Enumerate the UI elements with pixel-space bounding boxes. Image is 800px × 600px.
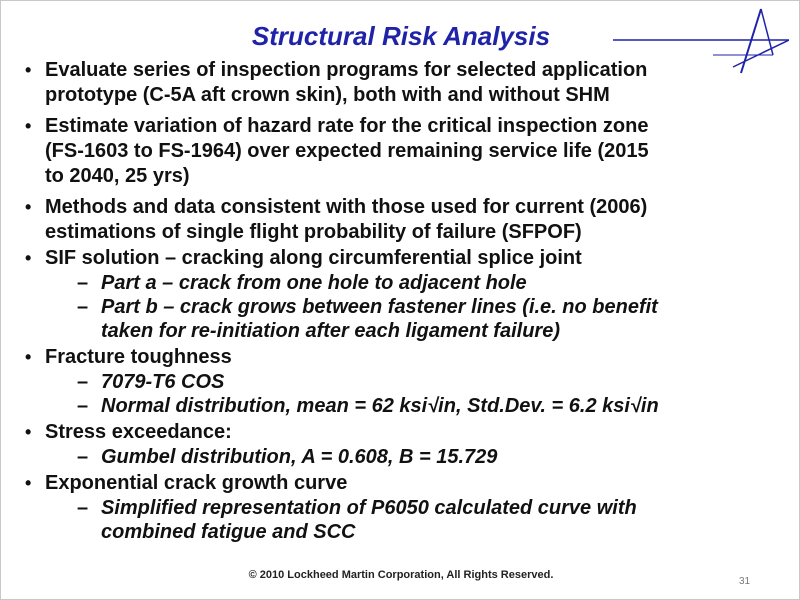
dash-marker: – bbox=[77, 296, 89, 318]
sub-bullet-text: Simplified representation of P6050 calculated curve with bbox=[101, 497, 637, 519]
sub-bullet-line bbox=[19, 445, 789, 469]
sub-bullet-line bbox=[19, 496, 789, 520]
bullet-text: Evaluate series of inspection programs for selected application bbox=[45, 59, 648, 81]
bullet-text: Stress exceedance: bbox=[45, 421, 232, 443]
bullet-line bbox=[19, 420, 789, 444]
dash-marker: – bbox=[77, 497, 89, 519]
bullet-marker: • bbox=[25, 248, 32, 268]
sub-bullet-text: combined fatigue and SCC bbox=[101, 521, 356, 543]
bullet-marker: • bbox=[25, 347, 32, 367]
bullet-text: Exponential crack growth curve bbox=[45, 472, 348, 494]
sub-bullet-text: 7079-T6 COS bbox=[101, 371, 225, 393]
bullet-line bbox=[19, 139, 789, 163]
sub-bullet-line bbox=[19, 319, 789, 343]
dash-marker: – bbox=[77, 446, 89, 468]
bullet-marker: • bbox=[25, 197, 32, 217]
sub-bullet-text: Part a – crack from one hole to adjacent hole bbox=[101, 272, 527, 294]
sub-bullet-text: Gumbel distribution, A = 0.608, B = 15.729 bbox=[101, 446, 498, 468]
bullet-text: Methods and data consistent with those used for current (2006) bbox=[45, 196, 648, 218]
sub-bullet-line bbox=[19, 370, 789, 394]
bullet-line bbox=[19, 246, 789, 270]
copyright-footer: © 2010 Lockheed Martin Corporation, All Rights Reserved. bbox=[248, 569, 554, 581]
sub-bullet-line bbox=[19, 271, 789, 295]
sub-bullet-line bbox=[19, 520, 789, 544]
bullet-line bbox=[19, 220, 789, 244]
bullet-text: Fracture toughness bbox=[45, 346, 232, 368]
sub-bullet-text: Part b – crack grows between fastener lines (i.e. no benefit bbox=[101, 296, 658, 318]
bullet-line bbox=[19, 83, 789, 107]
bullet-text: to 2040, 25 yrs) bbox=[45, 165, 190, 187]
sub-bullet-text: Normal distribution, mean = 62 ksi√in, Std.Dev. = 6.2 ksi√in bbox=[101, 395, 659, 417]
bullet-text: estimations of single flight probability of failure (SFPOF) bbox=[45, 221, 582, 243]
bullet-marker: • bbox=[25, 422, 32, 442]
bullet-line bbox=[19, 345, 789, 369]
sub-bullet-line bbox=[19, 295, 789, 319]
bullet-marker: • bbox=[25, 116, 32, 136]
bullet-line bbox=[19, 58, 789, 82]
dash-marker: – bbox=[77, 272, 89, 294]
bullet-text: prototype (C-5A aft crown skin), both with and without SHM bbox=[45, 84, 610, 106]
dash-marker: – bbox=[77, 395, 89, 417]
dash-marker: – bbox=[77, 371, 89, 393]
bullet-list bbox=[19, 58, 789, 546]
bullet-line bbox=[19, 195, 789, 219]
page-number: 31 bbox=[739, 576, 751, 587]
slide-title: Structural Risk Analysis bbox=[251, 21, 551, 51]
bullet-text: (FS-1603 to FS-1964) over expected remaining service life (2015 bbox=[45, 140, 649, 162]
bullet-marker: • bbox=[25, 60, 32, 80]
bullet-text: SIF solution – cracking along circumferential splice joint bbox=[45, 247, 582, 269]
bullet-line bbox=[19, 471, 789, 495]
bullet-line bbox=[19, 164, 789, 188]
bullet-text: Estimate variation of hazard rate for the critical inspection zone bbox=[45, 115, 649, 137]
bullet-marker: • bbox=[25, 473, 32, 493]
bullet-line bbox=[19, 114, 789, 138]
sub-bullet-text: taken for re-initiation after each ligament failure) bbox=[101, 320, 560, 342]
sub-bullet-line bbox=[19, 394, 789, 418]
